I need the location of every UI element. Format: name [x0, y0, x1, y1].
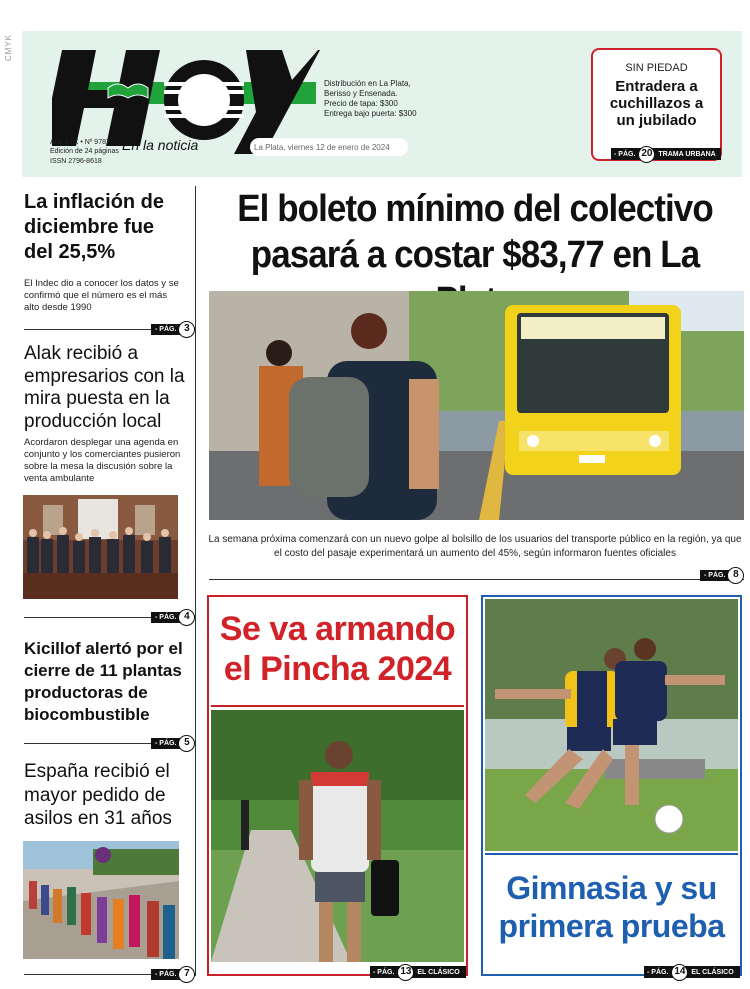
- masthead-tagline: En la noticia: [122, 137, 199, 153]
- story-summary-inflation: El Indec dio a conocer los datos y se confirmó que el número es el más alto desde 1990: [24, 278, 179, 313]
- teaser-box[interactable]: [591, 48, 722, 161]
- dateline: La Plata, viernes 12 de enero de 2024: [250, 138, 408, 156]
- page-ref-7[interactable]: - PÁG. 7: [151, 966, 195, 983]
- distribution-info: Distribución en La Plata, Berisso y Ensenada. Precio de tapa: $300 Entrega bajo puerta: $300: [324, 79, 417, 118]
- teaser-page-ref[interactable]: - PÁG. 20 TRAMA URBANA: [611, 148, 721, 160]
- photo-bus: [209, 291, 744, 520]
- page-ref-14[interactable]: - PÁG. 14 EL CLÁSICO: [644, 966, 740, 978]
- story-headline-alak[interactable]: Alak recibió a empresarios con la mira puesta en la producción local: [24, 343, 185, 432]
- photo-meeting: [23, 495, 178, 599]
- main-headline[interactable]: El boleto mínimo del colectivo pasará a costar $83,77 en La: [237, 188, 713, 276]
- photo-estudiantes-player: [211, 710, 464, 962]
- feature-headline-pincha[interactable]: Se va armando el Pincha 2024: [211, 599, 464, 707]
- page-ref-13[interactable]: - PÁG. 13 EL CLÁSICO: [370, 966, 466, 978]
- photo-migrants: [23, 841, 179, 959]
- page-ref-3[interactable]: - PÁG. 3: [151, 321, 195, 338]
- feature-headline-gimnasia[interactable]: Gimnasia y su primera prueba: [485, 853, 738, 963]
- story-headline-espana[interactable]: España recibió el mayor pedido de asilos en 31 años: [24, 761, 172, 829]
- page-ref-8[interactable]: - PÁG. 8: [700, 567, 744, 584]
- print-registration-mark: CMYK: [4, 34, 13, 62]
- story-headline-inflation[interactable]: La inflación de diciembre fue del 25,5%: [24, 191, 165, 263]
- page-ref-4[interactable]: - PÁG. 4: [151, 609, 195, 626]
- teaser-kicker: SIN PIEDAD: [625, 62, 688, 74]
- page-ref-5[interactable]: - PÁG. 5: [151, 735, 195, 752]
- teaser-headline[interactable]: Entradera a cuchillazos a un jubilado: [609, 78, 704, 129]
- story-headline-kicillof[interactable]: Kicillof alertó por el cierre de 11 plantas productoras de biocombustible: [24, 639, 183, 724]
- main-caption: La semana próxima comenzará con un nuevo golpe al bolsillo de los usuarios del transporte público en la región, ya que el costo del pasaje experimentará un aumento del 45%, según informaron fuentes oficiales: [208, 534, 742, 559]
- divider: [209, 579, 744, 580]
- column-rule: [195, 186, 196, 976]
- story-summary-alak: Acordaron desplegar una agenda en conjunto y los comerciantes pusieron sobre la mesa la discusión sobre la venta ambulante: [24, 437, 181, 484]
- edition-info: Año XXX • Nº 9787 Edición de 24 páginas ISSN 2796-8618: [50, 139, 119, 165]
- photo-gimnasia-players: [485, 599, 738, 851]
